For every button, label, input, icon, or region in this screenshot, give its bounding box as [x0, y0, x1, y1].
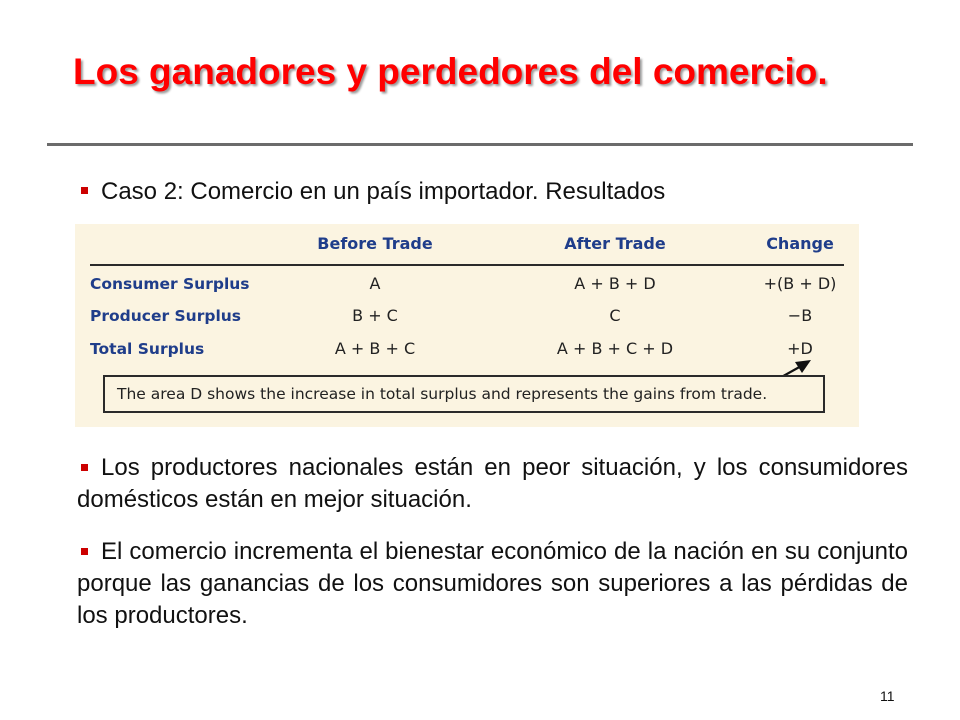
- header-before-trade: Before Trade: [317, 234, 433, 253]
- cell-total-after: A + B + C + D: [556, 339, 674, 358]
- cell-total-change: +D: [787, 339, 813, 358]
- bullet-icon: [81, 187, 88, 194]
- paragraph-producers-consumers: Los productores nacionales están en peor situación, y los consumidores domésticos están en mejor situación.: [77, 454, 908, 513]
- row-label-total-surplus: Total Surplus: [90, 340, 205, 358]
- header-divider: [90, 264, 844, 266]
- cell-producer-before: B + C: [352, 306, 398, 325]
- cell-consumer-change: +(B + D): [763, 274, 837, 293]
- gains-from-trade-note: The area D shows the increase in total surplus and represents the gains from trade.: [103, 375, 825, 413]
- cell-total-before: A + B + C: [334, 339, 416, 358]
- title-underline: [47, 143, 913, 146]
- paragraph-economic-welfare: El comercio incrementa el bienestar económico de la nación en su conjunto porque las ganancias de los consumidores son superiores a las pérdidas de los productores.: [77, 538, 908, 629]
- cell-producer-change: −B: [787, 306, 813, 325]
- cell-producer-after: C: [609, 306, 621, 325]
- header-change: Change: [766, 234, 834, 253]
- header-after-trade: After Trade: [564, 234, 666, 253]
- surplus-table: [75, 224, 859, 427]
- cell-consumer-after: A + B + D: [574, 274, 656, 293]
- page-number: 11: [880, 688, 895, 704]
- cell-consumer-before: A: [369, 274, 381, 293]
- slide-title: Los ganadores y perdedores del comercio.: [73, 51, 828, 92]
- row-label-consumer-surplus: Consumer Surplus: [90, 275, 250, 293]
- row-label-producer-surplus: Producer Surplus: [90, 307, 242, 325]
- case-heading: Caso 2: Comercio en un país importador. Resultados: [101, 178, 666, 205]
